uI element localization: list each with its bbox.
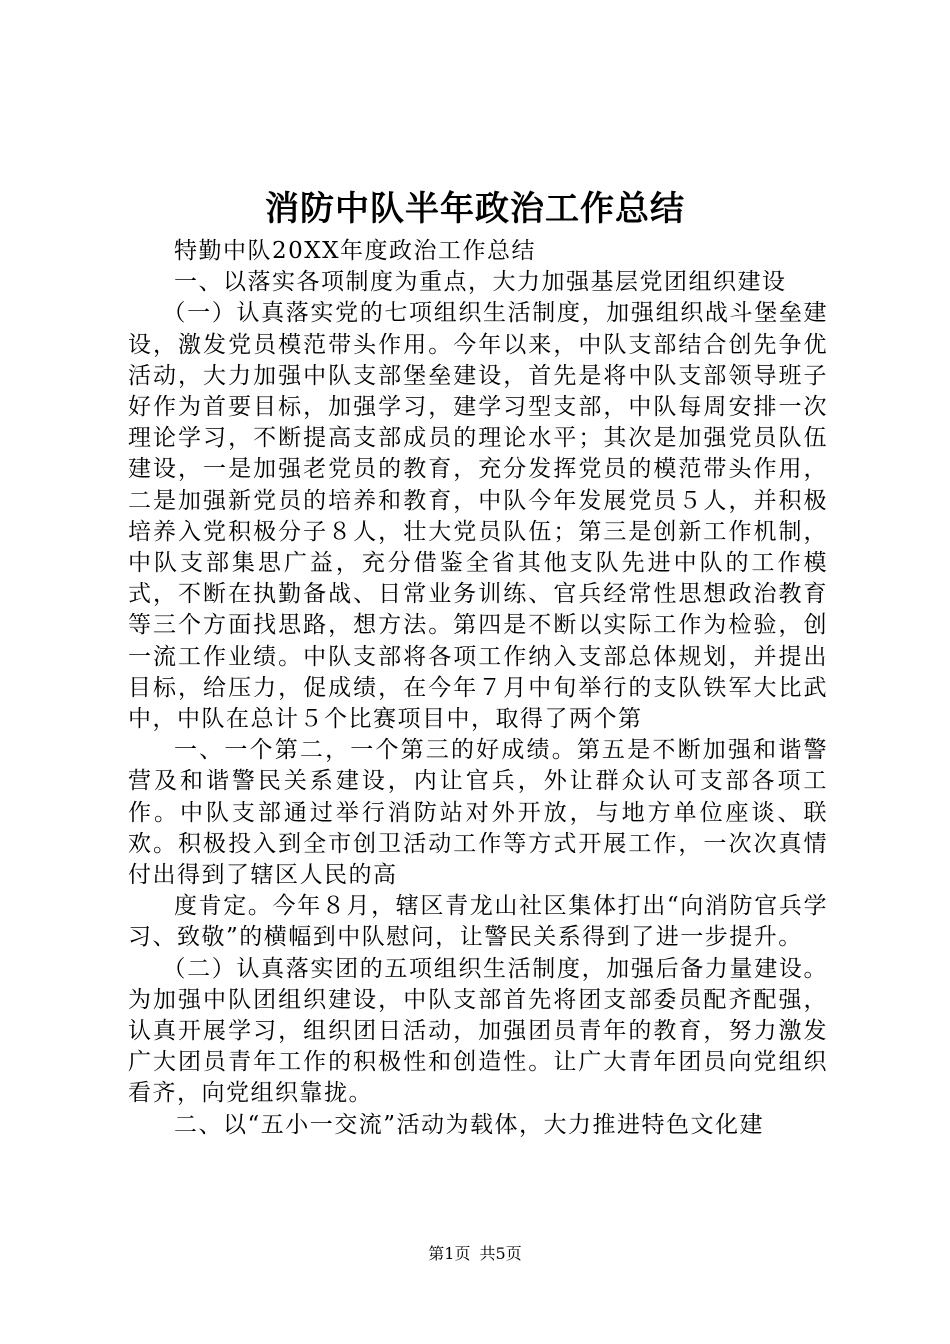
paragraph-2: 一、一个第二，一个第三的好成绩。第五是不断加强和谐警营及和谐警民关系建设，内让官兵，外让群众认可支部各项工作。中队支部通过举行消防站对外开放，与地方单位座谈、联欢。积极投入到全市创卫活动工作等方式开展工作，一次次真情付出得到了辖区人民的高	[128, 737, 828, 889]
paragraph-4: （二）认真落实团的五项组织生活制度，加强后备力量建设。为加强中队团组织建设，中队支部首先将团支部委员配齐配强，认真开展学习，组织团日活动，加强团员青年的教育，努力激发广大团员青年工作的积极性和创造性。让广大青年团员向党组织看齐，向党组织靠拢。	[128, 955, 828, 1107]
subtitle-line: 特勤中队20XX年度政治工作总结	[174, 238, 537, 264]
page-total: 共5页	[479, 1244, 522, 1263]
section-heading-2: 二、以“五小一交流”活动为载体，大力推进特色文化建	[174, 1111, 765, 1138]
page-footer	[0, 1244, 950, 1264]
document-body	[128, 236, 828, 1141]
section-heading-1: 一、以落实各项制度为重点，大力加强基层党团组织建设	[174, 269, 787, 296]
paragraph-3: 度肯定。今年８月，辖区青龙山社区集体打出“向消防官兵学习、致敬”的横幅到中队慰问，让警民关系得到了进一步提升。	[128, 893, 828, 951]
paragraph-1: （一）认真落实党的七项组织生活制度，加强组织战斗堡垒建设，激发党员模范带头作用。今年以来，中队支部结合创先争优活动，大力加强中队支部堡垒建设，首先是将中队支部领导班子好作为首要目标，加强学习，建学习型支部，中队每周安排一次理论学习，不断提高支部成员的理论水平；其次是加强党员队伍建设，一是加强老党员的教育，充分发挥党员的模范带头作用，二是加强新党员的培养和教育，中队今年发展党员５人，并积极培养入党积极分子８人，壮大党员队伍；第三是创新工作机制，中队支部集思广益，充分借鉴全省其他支队先进中队的工作模式，不断在执勤备战、日常业务训练、官兵经常性思想政治教育等三个方面找思路，想方法。第四是不断以实际工作为检验，创一流工作业绩。中队支部将各项工作纳入支部总体规划，并提出目标，给压力，促成绩，在今年７月中旬举行的支队铁军大比武中，中队在总计５个比赛项目中，取得了两个第	[128, 300, 828, 733]
page-number: 第1页	[428, 1244, 471, 1263]
document-title: 消防中队半年政治工作总结	[265, 189, 685, 229]
